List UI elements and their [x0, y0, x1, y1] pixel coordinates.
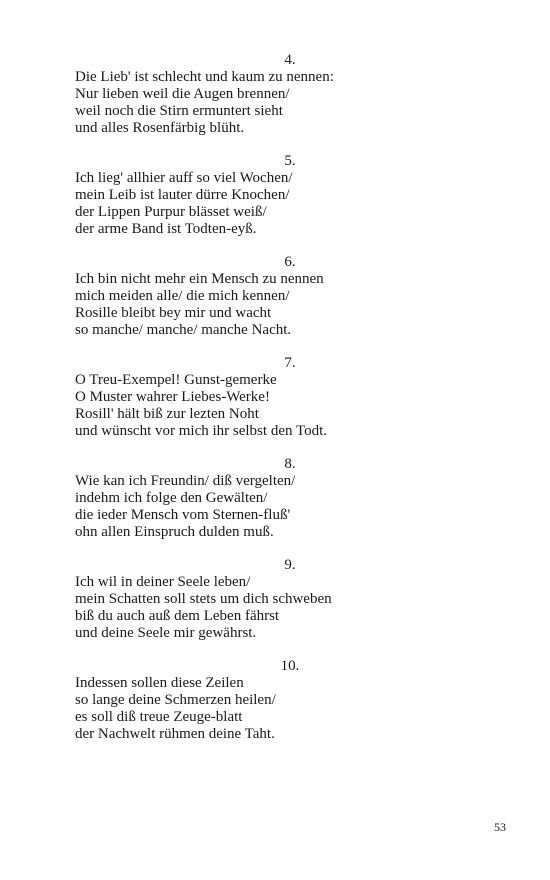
stanza-number: 8.: [284, 456, 296, 472]
stanza-number: 9.: [284, 557, 296, 573]
verse-line: der Lippen Purpur blässet weiß/: [75, 204, 267, 220]
verse-line: Nur lieben weil die Augen brennen/: [75, 86, 290, 102]
stanza-number: 7.: [284, 355, 296, 371]
verse-line: und wünscht vor mich ihr selbst den Todt.: [75, 423, 327, 439]
stanza-number: 4.: [284, 52, 296, 68]
verse-line: weil noch die Stirn ermuntert sieht: [75, 103, 283, 119]
verse-line: der Nachwelt rühmen deine Taht.: [75, 726, 275, 742]
verse-line: Rosill' hält biß zur lezten Noht: [75, 406, 259, 422]
verse-line: O Muster wahrer Liebes-Werke!: [75, 389, 270, 405]
verse-line: so lange deine Schmerzen heilen/: [75, 692, 276, 708]
verse-line: Wie kan ich Freundin/ diß vergelten/: [75, 473, 296, 489]
verse-line: Ich bin nicht mehr ein Mensch zu nennen: [75, 271, 324, 287]
verse-line: mein Leib ist lauter dürre Knochen/: [75, 187, 290, 203]
page-number: 53: [494, 820, 506, 834]
stanza-number: 10.: [280, 658, 300, 674]
stanza-number: 5.: [284, 153, 296, 169]
verse-line: und deine Seele mir gewährst.: [75, 625, 257, 641]
verse-line: O Treu-Exempel! Gunst-gemerke: [75, 372, 277, 388]
verse-line: biß du auch auß dem Leben fährst: [75, 608, 280, 624]
verse-line: und alles Rosenfärbig blüht.: [75, 120, 245, 136]
verse-line: Die Lieb' ist schlecht und kaum zu nennen:: [75, 69, 334, 85]
verse-line: Ich wil in deiner Seele leben/: [75, 574, 251, 590]
verse-line: mein Schatten soll stets um dich schweben: [75, 591, 332, 607]
verse-line: es soll diß treue Zeuge-blatt: [75, 709, 243, 725]
verse-line: indehm ich folge den Gewälten/: [75, 490, 268, 506]
verse-line: Rosille bleibt bey mir und wacht: [75, 305, 272, 321]
verse-line: die ieder Mensch vom Sternen-fluß': [75, 507, 291, 523]
verse-line: mich meiden alle/ die mich kennen/: [75, 288, 290, 304]
verse-line: der arme Band ist Todten-eyß.: [75, 221, 257, 237]
stanza-number: 6.: [284, 254, 296, 270]
verse-line: Indessen sollen diese Zeilen: [75, 675, 244, 691]
verse-line: ohn allen Einspruch dulden muß.: [75, 524, 274, 540]
verse-line: Ich lieg' allhier auff so viel Wochen/: [75, 170, 293, 186]
verse-line: so manche/ manche/ manche Nacht.: [75, 322, 292, 338]
